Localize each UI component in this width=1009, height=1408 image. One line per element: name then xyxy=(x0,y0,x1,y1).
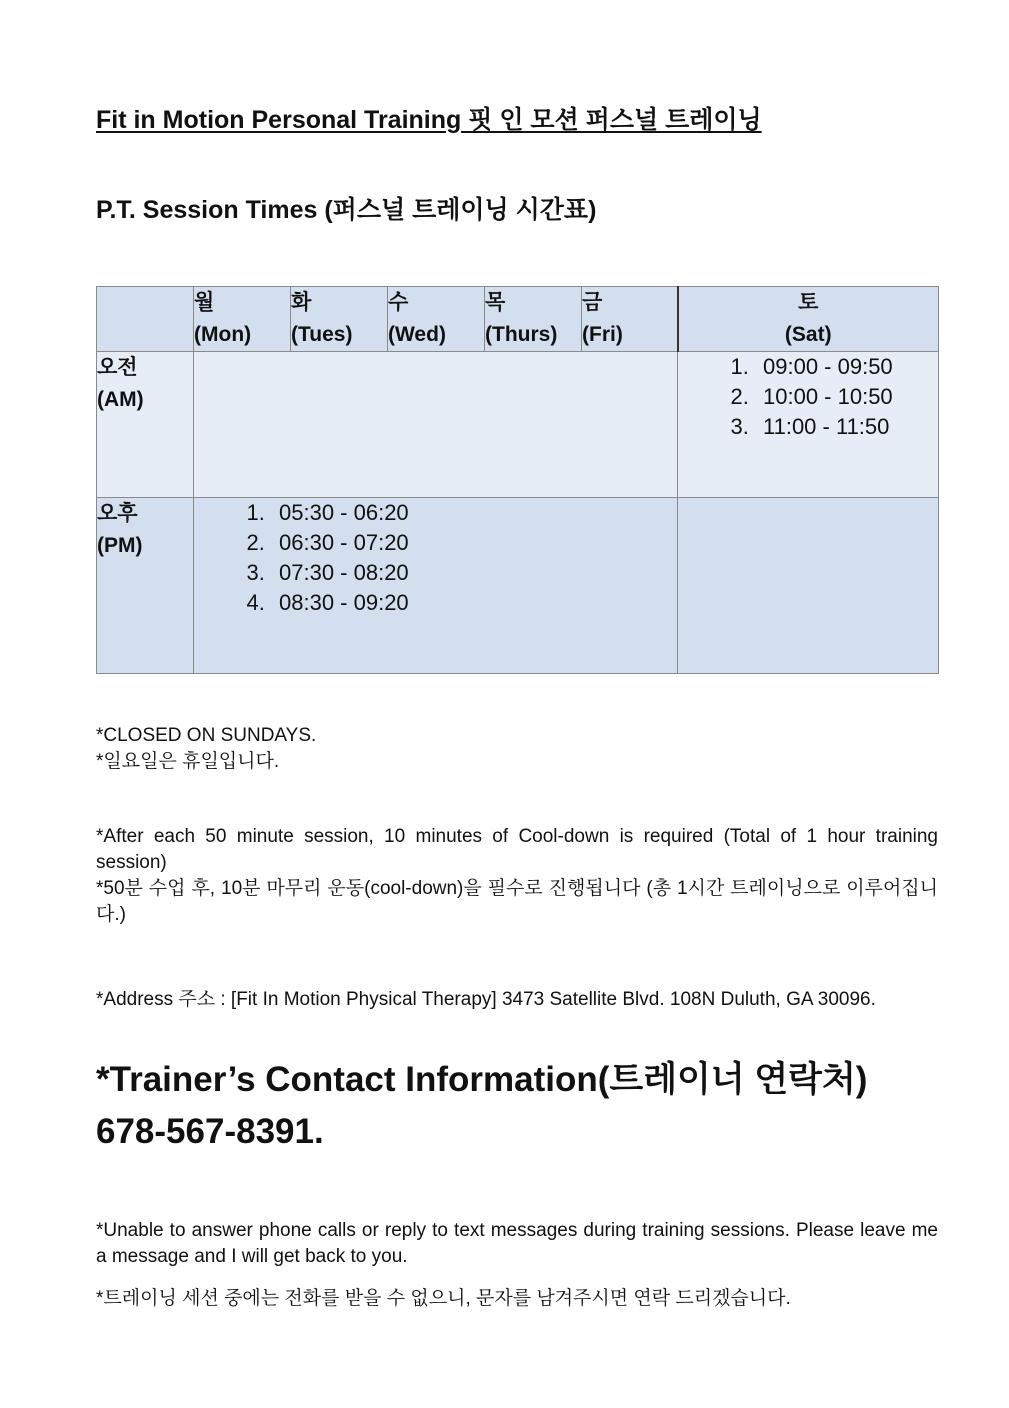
day-header-wed xyxy=(388,287,485,352)
cooldown-note-kr: *50분 수업 후, 10분 마무리 운동(cool-down)을 필수로 진행됩니다 (총 1시간 트레이닝으로 이루어집니다.) xyxy=(96,878,938,925)
day-kr: 금 xyxy=(582,291,603,314)
day-kr: 월 xyxy=(194,291,215,314)
am-row xyxy=(97,352,939,498)
day-en: (Thurs) xyxy=(485,323,558,346)
am-sat-times-list xyxy=(678,352,938,442)
day-en: (Fri) xyxy=(582,323,623,346)
list-item: 2. 10:00 - 10:50 xyxy=(755,382,938,412)
unable-note-en: *Unable to answer phone calls or reply to text messages during training sessions. Please leave me a message and I will get back to you. xyxy=(96,1220,938,1267)
pm-label xyxy=(97,498,194,674)
pm-label-kr: 오후 xyxy=(97,502,138,525)
day-header-tues xyxy=(291,287,388,352)
day-kr: 토 xyxy=(798,291,819,314)
list-item: 3. 11:00 - 11:50 xyxy=(755,412,938,442)
contact-phone: 678-567-8391. xyxy=(96,1112,324,1151)
am-label xyxy=(97,352,194,498)
pm-sat-cell xyxy=(678,498,939,674)
day-header-thurs xyxy=(485,287,582,352)
day-en: (Sat) xyxy=(784,323,832,346)
am-sat-cell xyxy=(678,352,939,498)
contact-heading: *Trainer’s Contact Information(트레이너 연락처) xyxy=(96,1060,868,1099)
day-kr: 수 xyxy=(388,291,409,314)
list-item: 3. 07:30 - 08:20 xyxy=(271,558,677,588)
list-item: 2. 06:30 - 07:20 xyxy=(271,528,677,558)
closed-note xyxy=(96,723,938,775)
am-weekday-cell xyxy=(194,352,678,498)
cooldown-note xyxy=(96,824,938,928)
day-header-sat xyxy=(678,287,939,352)
list-item: 4. 08:30 - 09:20 xyxy=(271,588,677,618)
unable-note-kr: *트레이닝 세션 중에는 전화를 받을 수 없으니, 문자를 남겨주시면 연락 드리겠습니다. xyxy=(96,1288,791,1309)
am-label-en: (AM) xyxy=(97,388,144,411)
pm-weekday-cell xyxy=(194,498,678,674)
cooldown-note-en: *After each 50 minute session, 10 minutes of Cool-down is required (Total of 1 hour training session) xyxy=(96,826,938,873)
pm-label-en: (PM) xyxy=(97,534,143,557)
day-header-fri xyxy=(582,287,678,352)
document-title: Fit in Motion Personal Training 핏 인 모션 퍼스널 트레이닝 xyxy=(96,106,762,134)
closed-note-en: *CLOSED ON SUNDAYS. xyxy=(96,725,317,746)
address-text: *Address 주소 : [Fit In Motion Physical Therapy] 3473 Satellite Blvd. 108N Duluth, GA 30096. xyxy=(96,989,876,1010)
day-kr: 화 xyxy=(291,291,312,314)
day-en: (Mon) xyxy=(194,323,252,346)
am-label-kr: 오전 xyxy=(97,356,138,379)
list-item: 1. 05:30 - 06:20 xyxy=(271,498,677,528)
header-row xyxy=(97,287,939,352)
list-item: 1. 09:00 - 09:50 xyxy=(755,352,938,382)
unable-note xyxy=(96,1218,938,1312)
schedule-table xyxy=(96,286,939,674)
day-kr: 목 xyxy=(485,291,506,314)
closed-note-kr: *일요일은 휴일입니다. xyxy=(96,751,280,772)
day-en: (Tues) xyxy=(291,323,353,346)
day-en: (Wed) xyxy=(388,323,446,346)
pm-weekday-times-list xyxy=(194,498,677,618)
pm-row xyxy=(97,498,939,674)
corner-cell xyxy=(97,287,194,352)
trainer-contact xyxy=(96,1054,867,1158)
session-times-subtitle: P.T. Session Times (퍼스널 트레이닝 시간표) xyxy=(96,196,597,224)
address-note xyxy=(96,987,938,1013)
day-header-mon xyxy=(194,287,291,352)
